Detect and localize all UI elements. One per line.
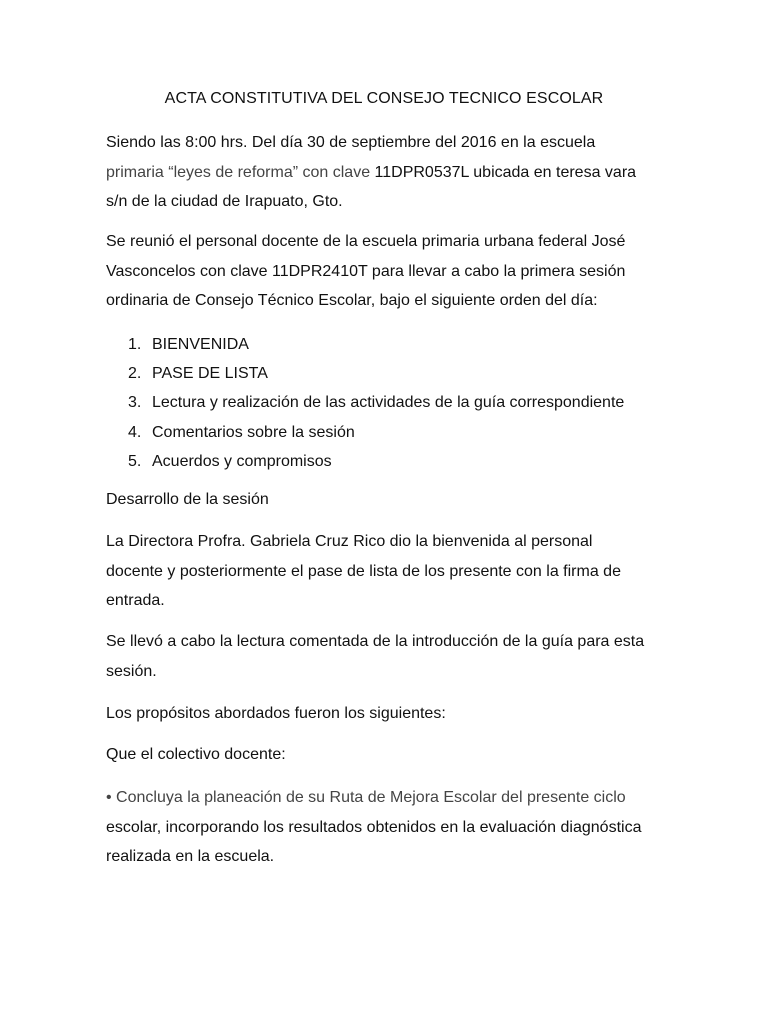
school-name-text: primaria “leyes de reforma” con clave (106, 163, 371, 181)
paragraph-line (106, 158, 666, 188)
list-number: 4. (128, 423, 142, 441)
paragraph-line: Se llevó a cabo la lectura comentada de la introducción de la guía para esta (106, 633, 645, 650)
list-text: Acuerdos y compromisos (152, 452, 332, 470)
paragraph-bullet (106, 783, 666, 872)
agenda-list (128, 330, 624, 476)
paragraph-line: sesión. (106, 662, 157, 680)
paragraph-line: Que el colectivo docente: (106, 746, 286, 763)
paragraph-line: Los propósitos abordados fueron los siguientes: (106, 705, 446, 722)
paragraph-session-heading (106, 485, 666, 515)
list-text: Lectura y realización de las actividades de la guía correspondiente (152, 394, 625, 412)
list-text: BIENVENIDA (152, 336, 249, 353)
list-text: Comentarios sobre la sesión (152, 423, 355, 441)
paragraph-line: s/n de la ciudad de Irapuato, Gto. (106, 193, 343, 210)
paragraph-line: escolar, incorporando los resultados obtenidos en la evaluación diagnóstica (106, 818, 642, 836)
list-number: 2. (128, 365, 142, 383)
paragraph-welcome (106, 527, 666, 616)
list-text: PASE DE LISTA (152, 365, 268, 383)
school-key-text: 11DPR0537L ubicada en teresa vara (370, 163, 637, 181)
paragraph-line: • Concluya la planeación de su Ruta de Mejora Escolar del presente ciclo (106, 789, 626, 806)
list-item (128, 447, 624, 476)
list-number: 3. (128, 394, 142, 412)
paragraph-line: entrada. (106, 592, 165, 609)
paragraph-line: Vasconcelos con clave 11DPR2410T para llevar a cabo la primera sesión (106, 262, 626, 280)
list-item (128, 388, 624, 417)
paragraph-purposes (106, 699, 666, 729)
paragraph-meeting (106, 227, 666, 316)
paragraph-collective (106, 740, 666, 770)
list-item (128, 359, 624, 388)
paragraph-line: Se reunió el personal docente de la escuela primaria urbana federal José (106, 233, 626, 250)
paragraph-line: realizada en la escuela. (106, 848, 275, 865)
paragraph-line: docente y posteriormente el pase de lista de los presente con la firma de (106, 562, 621, 580)
paragraph-intro (106, 128, 666, 217)
paragraph-line: Siendo las 8:00 hrs. Del día 30 de septiembre del 2016 en la escuela (106, 134, 596, 151)
paragraph-line: La Directora Profra. Gabriela Cruz Rico dio la bienvenida al personal (106, 533, 593, 550)
list-item (128, 330, 624, 359)
paragraph-line: ordinaria de Consejo Técnico Escolar, bajo el siguiente orden del día: (106, 292, 598, 309)
list-item (128, 418, 624, 447)
list-number: 1. (128, 336, 142, 353)
paragraph-line: Desarrollo de la sesión (106, 491, 269, 508)
list-number: 5. (128, 452, 142, 470)
document-title: ACTA CONSTITUTIVA DEL CONSEJO TECNICO ESCOLAR (164, 90, 604, 107)
paragraph-reading (106, 627, 666, 686)
